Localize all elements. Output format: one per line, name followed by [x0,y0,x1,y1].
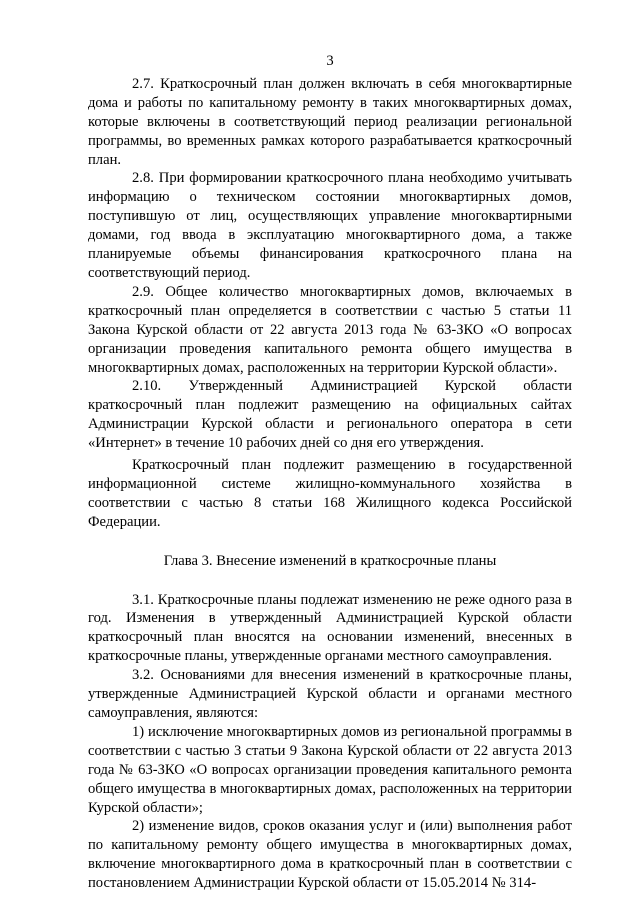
page-number: 3 [326,53,334,69]
paragraph-2-7: 2.7. Краткосрочный план должен включать в себя многоквартирные дома и работы по капитальному ремонту в таких многоквартирных домах, которые включены в соответствующий период реализации региональной программы, во временных рамках которого разрабатывается краткосрочный план. [88,75,572,168]
paragraph-2-9: 2.9. Общее количество многоквартирных домов, включаемых в краткосрочный план определяется в соответствии с частью 5 статьи 11 Закона Курской области от 22 августа 2013 года № 63-ЗКО «О вопросах организации проведения капитального ремонта общего имущества в многоквартирных домах, расположенных на территории Курской области». [88,283,572,376]
list-item-2: 2) изменение видов, сроков оказания услуг и (или) выполнения работ по капитальному ремонту общего имущества в многоквартирных домах, включение многоквартирного дома в краткосрочный план в соответствии с постановлением Администрации Курской области от 15.05.2014 № 314- [88,818,572,892]
chapter-title: Глава 3. Внесение изменений в краткосрочные планы [163,552,497,569]
paragraph-3-2: 3.2. Основаниями для внесения изменений в краткосрочные планы, утвержденные Администрацией Курской области и органами местного самоуправления, являются: [88,667,572,721]
paragraph-2-8: 2.8. При формировании краткосрочного плана необходимо учитывать информацию о техническом состоянии многоквартирных домов, поступившую от лиц, осуществляющих управление многоквартирными домами, год ввода в эксплуатацию многоквартирного дома, а также планируемые объемы финансирования краткосрочного плана на соответствующий период. [88,170,572,281]
paragraph-3-1: 3.1. Краткосрочные планы подлежат изменению не реже одного раза в год. Изменения в утвержденный Администрацией Курской области краткосрочный план вносятся на основании изменений, внесенных в краткосрочные планы, утвержденные органами местного самоуправления. [88,591,572,665]
document-page [88,52,572,893]
paragraph-2-10: 2.10. Утвержденный Администрацией Курской области краткосрочный план подлежит размещению на официальных сайтах Администрации Курской области и регионального оператора в сети «Интернет» в течение 10 рабочих дней со дня его утверждения. [88,378,572,452]
paragraph-2-10-continued: Краткосрочный план подлежит размещению в государственной информационной системе жилищно-коммунального хозяйства в соответствии с частью 8 статьи 168 Жилищного кодекса Российской Федерации. [88,457,572,530]
list-item-1: 1) исключение многоквартирных домов из региональной программы в соответствии с частью 3 статьи 9 Закона Курской области от 22 августа 2013 года № 63-ЗКО «О вопросах организации проведения капитального ремонта общего имущества в многоквартирных домах, расположенных на территории Курской области»; [88,723,572,816]
